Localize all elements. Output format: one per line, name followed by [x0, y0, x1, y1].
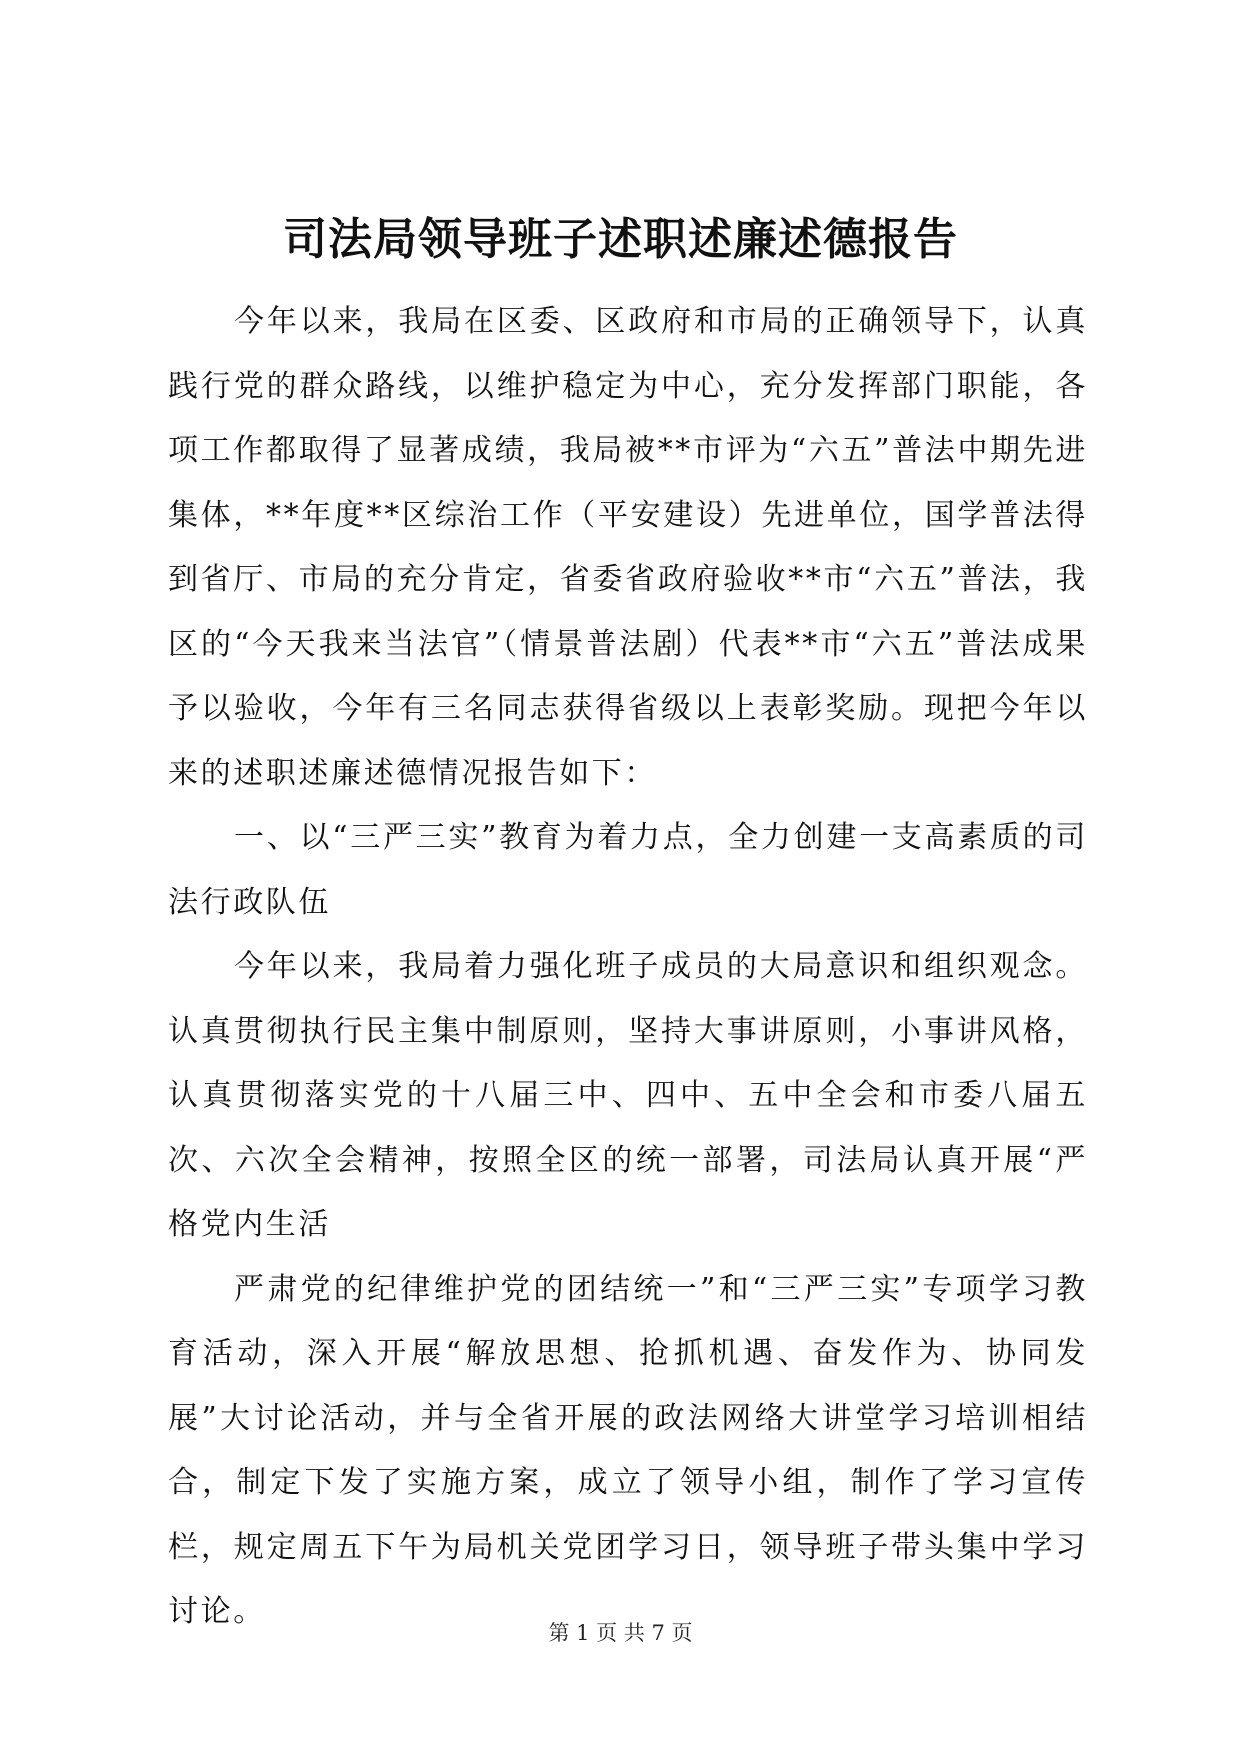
document-title: 司法局领导班子述职述廉述德报告: [283, 214, 958, 265]
paragraph-intro: 今年以来，我局在区委、区政府和市局的正确领导下，认真践行党的群众路线，以维护稳定为中心，充分发挥部门职能，各项工作都取得了显著成绩，我局被**市评为“六五”普法中期先进集体，**年度**区综治工作（平安建设）先进单位，国学普法得到省厅、市局的充分肯定，省委省政府验收**市“六五”普法，我区的“今天我来当法官”（情景普法剧）代表**市“六五”普法成果予以验收，今年有三名同志获得省级以上表彰奖励。现把今年以来的述职述廉述德情况报告如下：: [168, 304, 1088, 791]
paragraph-section-1-a: 今年以来，我局着力强化班子成员的大局意识和组织观念。认真贯彻执行民主集中制原则，坚持大事讲原则，小事讲风格，认真贯彻落实党的十八届三中、四中、五中全会和市委八届五次、六次全会精神，按照全区的统一部署，司法局认真开展“严格党内生活: [168, 949, 1088, 1242]
paragraph-section-1-b: 严肃党的纪律维护党的团结统一”和“三严三实”专项学习教育活动，深入开展“解放思想、抢抓机遇、奋发作为、协同发展”大讨论活动，并与全省开展的政法网络大讲堂学习培训相结合，制定下发了实施方案，成立了领导小组，制作了学习宣传栏，规定周五下午为局机关党团学习日，领导班子带头集中学习讨论。: [168, 1271, 1088, 1629]
section-heading-1: 一、以“三严三实”教育为着力点，全力创建一支高素质的司法行政队伍: [168, 820, 1088, 920]
document-body: [168, 290, 1088, 1645]
page-footer: 第 1 页 共 7 页: [548, 1621, 693, 1645]
